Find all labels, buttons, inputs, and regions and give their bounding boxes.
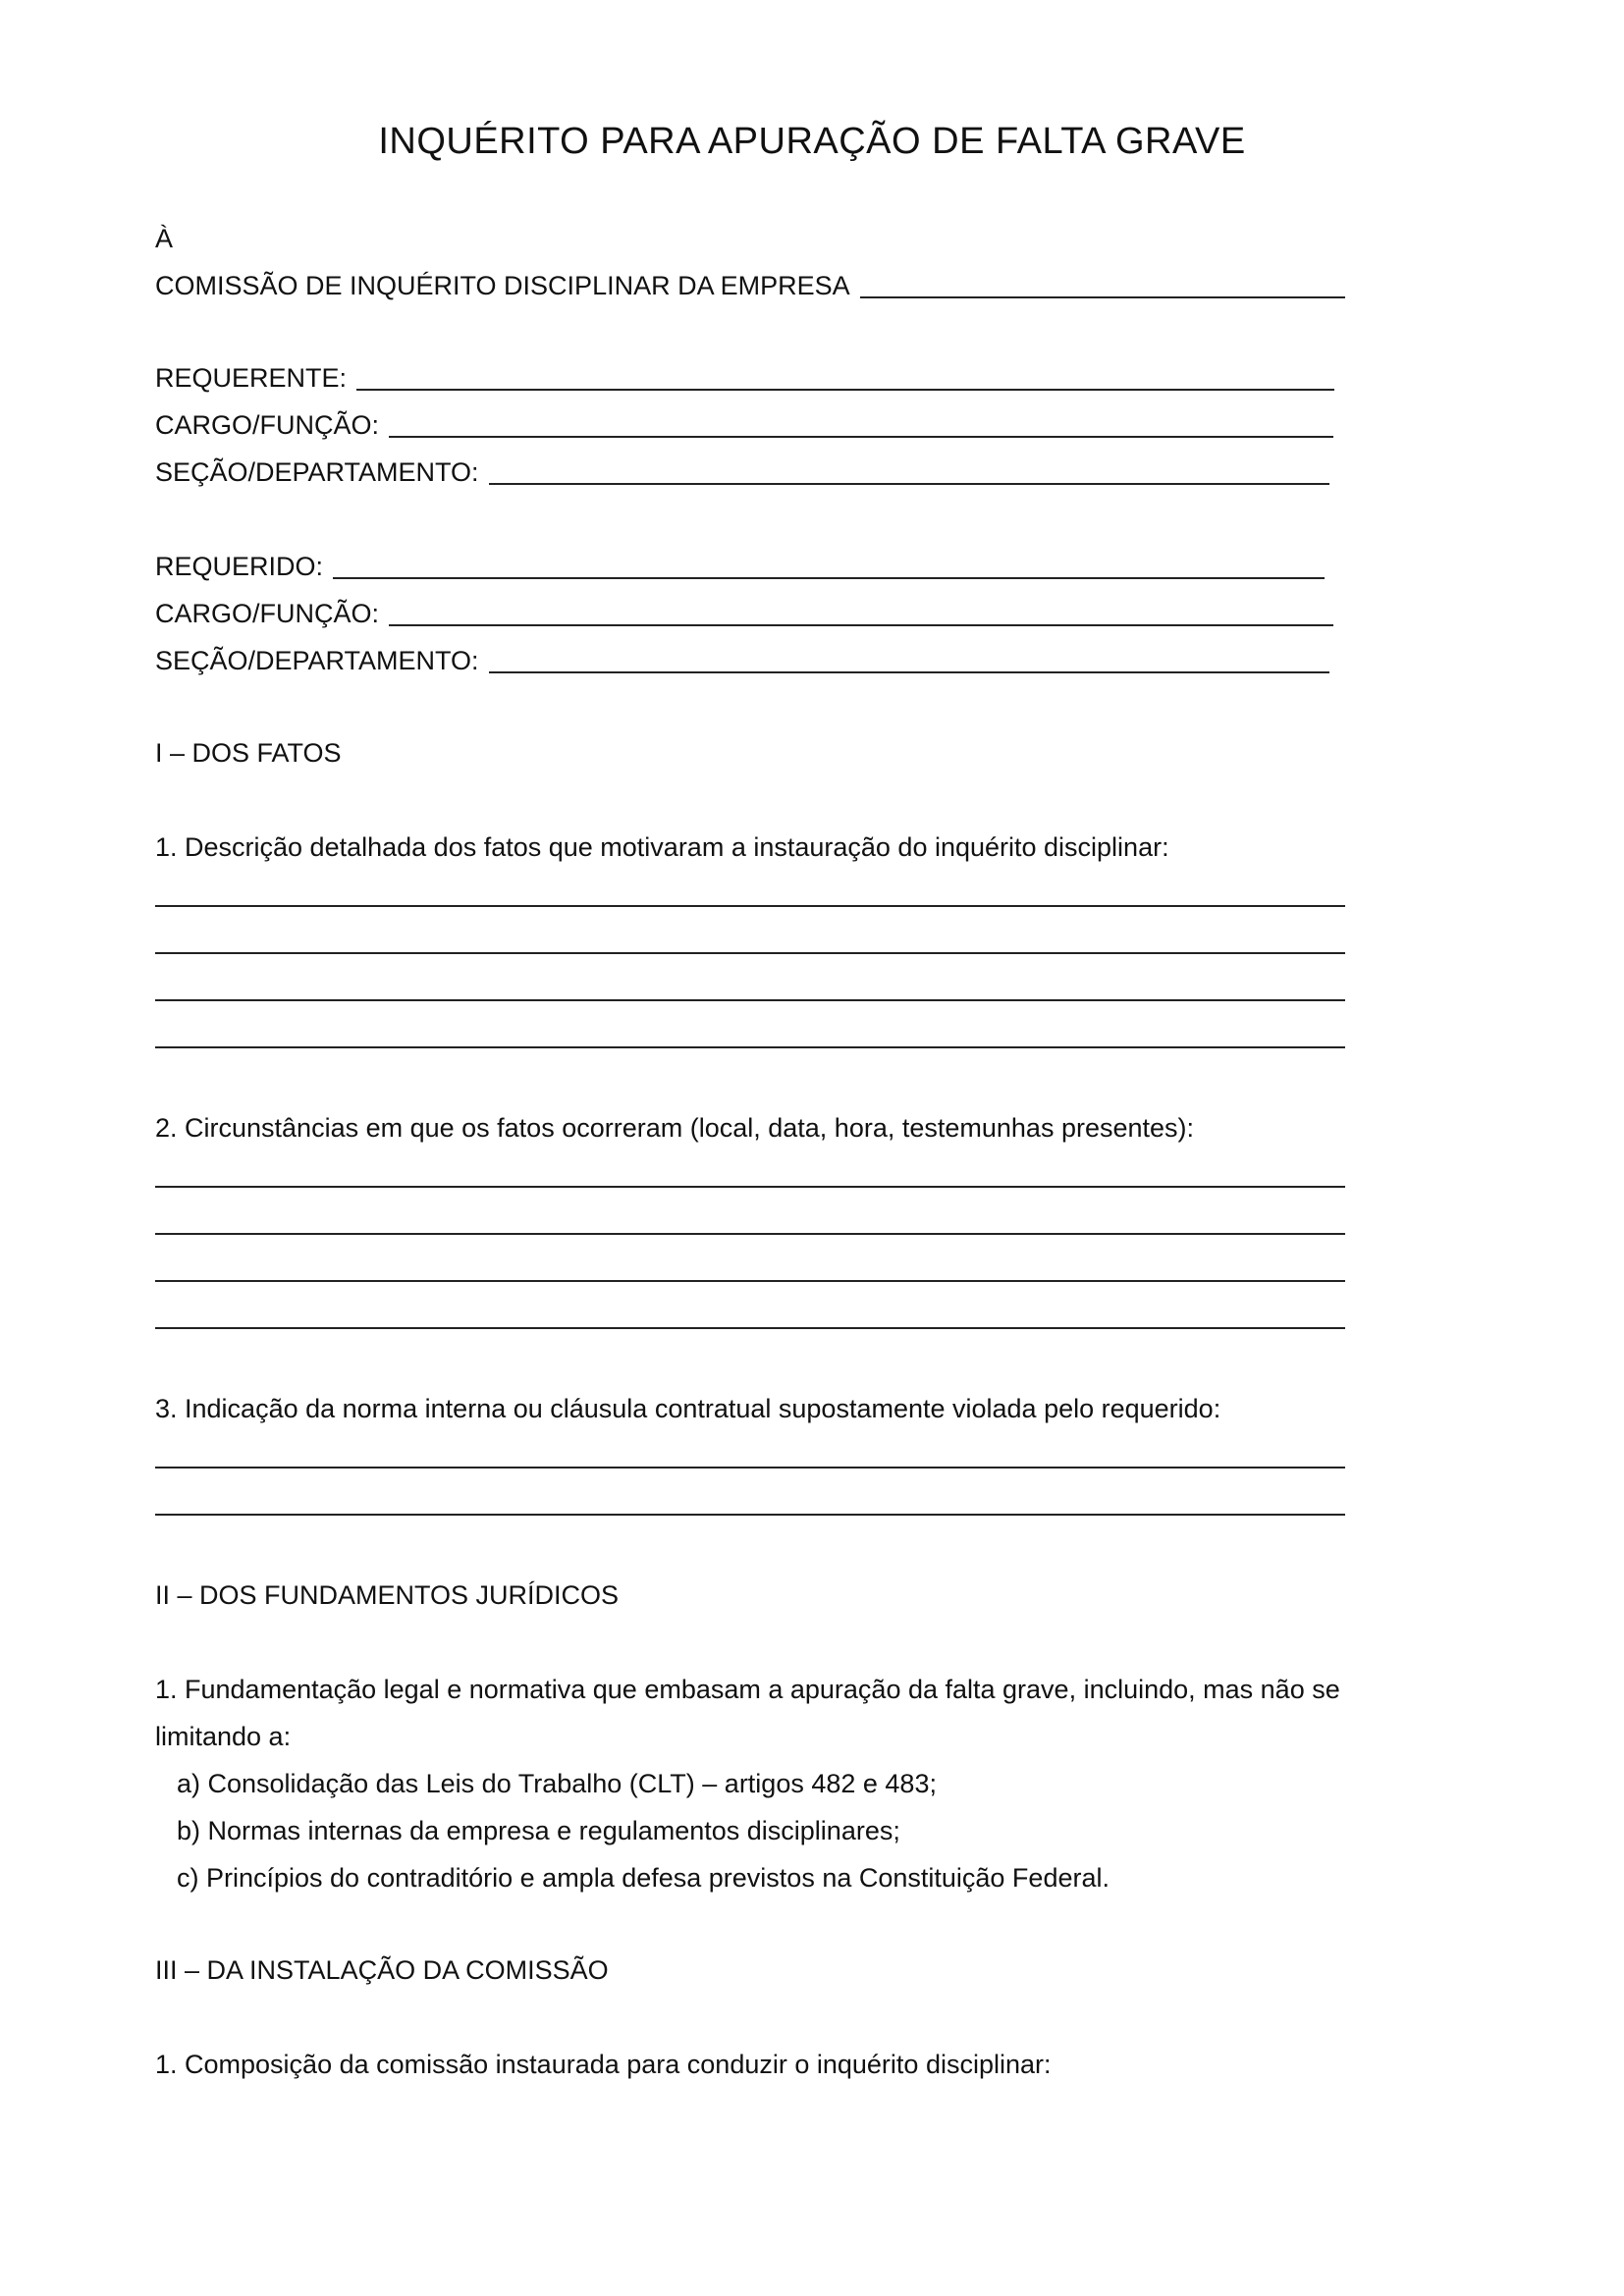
requerente-dept-field[interactable] [489, 459, 1329, 485]
circumstances-line-4[interactable] [155, 1327, 1345, 1329]
section-2-sub-c [177, 1861, 1110, 1895]
section-3-heading [155, 1953, 609, 1987]
circumstances-line-2[interactable] [155, 1233, 1345, 1235]
section-2-item-1-text-2: limitando a: [155, 1722, 292, 1751]
requerido-dept-field[interactable] [489, 648, 1329, 673]
section-3-item-1 [155, 2048, 1052, 2081]
section-1-item-2-text: 2. Circunstâncias em que os fatos ocorreram (local, data, hora, testemunhas presentes): [155, 1113, 1195, 1143]
section-2-heading-text: II – DOS FUNDAMENTOS JURÍDICOS [155, 1580, 620, 1610]
violated-rule-line-2[interactable] [155, 1514, 1345, 1516]
facts-description-line-2[interactable] [155, 952, 1345, 954]
section-2-item-1-line-2 [155, 1720, 291, 1753]
section-1-item-2 [155, 1111, 1194, 1145]
section-1-heading [155, 736, 342, 770]
section-1-item-1 [155, 830, 1169, 864]
requerido-label: REQUERIDO: [155, 552, 324, 581]
addressee-to [155, 222, 173, 255]
section-1-item-3 [155, 1392, 1220, 1425]
section-2-sub-a-text: a) Consolidação das Leis do Trabalho (CLT) – artigos 482 e 483; [177, 1769, 937, 1798]
section-2-item-1-text-1: 1. Fundamentação legal e normativa que embasam a apuração da falta grave, incluindo, mas não se [155, 1675, 1340, 1704]
section-1-heading-text: I – DOS FATOS [155, 738, 342, 768]
requerente-dept-label: SEÇÃO/DEPARTAMENTO: [155, 457, 479, 487]
section-1-item-1-text: 1. Descrição detalhada dos fatos que motivaram a instauração do inquérito disciplinar: [155, 832, 1169, 862]
company-name-field[interactable] [860, 273, 1345, 298]
requerido-role-line [155, 597, 1333, 630]
commission-line [155, 269, 1345, 302]
requerido-role-field[interactable] [389, 601, 1333, 626]
requerente-name-field[interactable] [356, 365, 1334, 391]
section-2-heading [155, 1578, 619, 1612]
section-2-item-1-line-1 [155, 1673, 1340, 1706]
requerido-dept-label: SEÇÃO/DEPARTAMENTO: [155, 646, 479, 675]
requerido-line [155, 550, 1325, 583]
requerido-name-field[interactable] [333, 554, 1325, 579]
requerente-role-line [155, 408, 1333, 442]
section-3-heading-text: III – DA INSTALAÇÃO DA COMISSÃO [155, 1955, 609, 1985]
addressee-to-label: À [155, 224, 174, 253]
document-title: INQUÉRITO PARA APURAÇÃO DE FALTA GRAVE [378, 121, 1246, 162]
commission-label: COMISSÃO DE INQUÉRITO DISCIPLINAR DA EMPRESA [155, 271, 850, 300]
section-2-sub-c-text: c) Princípios do contraditório e ampla defesa previstos na Constituição Federal. [177, 1863, 1110, 1893]
section-2-sub-a [177, 1767, 937, 1800]
section-2-sub-b-text: b) Normas internas da empresa e regulamentos disciplinares; [177, 1816, 900, 1845]
facts-description-line-4[interactable] [155, 1046, 1345, 1048]
circumstances-line-1[interactable] [155, 1186, 1345, 1188]
section-2-sub-b [177, 1814, 900, 1847]
section-3-item-1-text: 1. Composição da comissão instaurada para conduzir o inquérito disciplinar: [155, 2050, 1052, 2079]
requerente-line [155, 361, 1334, 395]
facts-description-line-3[interactable] [155, 999, 1345, 1001]
requerido-role-label: CARGO/FUNÇÃO: [155, 599, 380, 628]
requerente-role-label: CARGO/FUNÇÃO: [155, 410, 380, 440]
requerente-role-field[interactable] [389, 412, 1333, 438]
violated-rule-line-1[interactable] [155, 1467, 1345, 1468]
facts-description-line-1[interactable] [155, 905, 1345, 907]
requerente-label: REQUERENTE: [155, 363, 348, 393]
section-1-item-3-text: 3. Indicação da norma interna ou cláusula contratual supostamente violada pelo requerido: [155, 1394, 1221, 1423]
requerente-dept-line [155, 455, 1329, 489]
circumstances-line-3[interactable] [155, 1280, 1345, 1282]
requerido-dept-line [155, 644, 1329, 677]
